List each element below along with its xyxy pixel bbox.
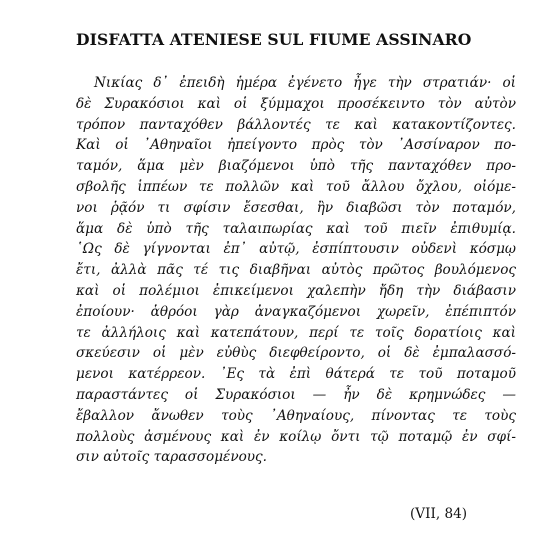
source-citation: (VII, 84)	[410, 506, 468, 522]
text-line: ἔτι, ἀλλὰ πᾶς τέ τις διαβῆναι αὐτὸς πρῶτος βουλόμενος	[76, 262, 516, 279]
text-line: καὶ οἱ πολέμιοι ἐπικείμενοι χαλεπὴν ἤδη τὴν διάβασιν	[76, 282, 516, 299]
text-line: σβολῆς ἱππέων τε πολλῶν καὶ τοῦ ἄλλου ὄχλου, οἰόμε-	[76, 178, 516, 195]
text-line: ἐποίουν· ἁθρόοι γὰρ ἀναγκαζόμενοι χωρεῖν, ἐπέπιπτόν	[76, 303, 516, 320]
text-line: μενοι κατέρρεον. ᾽Ες τὰ ἐπὶ θάτερά τε τοῦ ποταμοῦ	[76, 366, 516, 383]
text-line: ἔβαλλον ἄνωθεν τοὺς ᾽Αθηναίους, πίνοντας τε τοὺς	[76, 407, 516, 424]
text-line: Καὶ οἱ ᾽Αθηναῖοι ἠπείγοντο πρὸς τὸν ᾽Ασσίναρον πο-	[76, 137, 516, 154]
text-line: ἅμα δὲ ὑπὸ τῆς ταλαιπωρίας καὶ τοῦ πιεῖν ἐπιθυμίᾳ.	[76, 220, 516, 237]
text-line: Νικίας δ᾽ ἐπειδὴ ἡμέρα ἐγένετο ἦγε τὴν στρατιάν· οἱ	[94, 75, 516, 91]
text-line: νοι ῥᾷόν τι σφίσιν ἔσεσθαι, ἢν διαβῶσι τὸν ποταμόν,	[76, 199, 516, 216]
text-line: πολλοὺς ἀσμένους καὶ ἐν κοίλῳ ὄντι τῷ ποταμῷ ἐν σφί-	[76, 428, 516, 445]
text-line: δὲ Συρακόσιοι καὶ οἱ ξύμμαχοι προσέκειντο τὸν αὐτὸν	[76, 95, 516, 112]
text-line: ταμόν, ἅμα μὲν βιαζόμενοι ὑπὸ τῆς πανταχόθεν προ-	[76, 158, 516, 175]
text-line: σκεύεσιν οἱ μὲν εὐθὺς διεφθείροντο, οἱ δὲ ἐμπαλασσό-	[76, 345, 516, 362]
text-line: τρόπον πανταχόθεν βάλλοντές τε καὶ κατακοντίζοντες.	[76, 116, 516, 133]
text-line: παραστάντες οἱ Συρακόσιοι — ἦν δὲ κρημνώδες —	[76, 386, 516, 403]
greek-passage	[76, 73, 516, 468]
text-line: τε ἀλλήλοις καὶ κατεπάτουν, περί τε τοῖς δορατίοις καὶ	[76, 324, 516, 341]
text-line: σιν αὐτοῖς ταρασσομένους.	[76, 449, 267, 466]
document-title: DISFATTA ATENIESE SUL FIUME ASSINARO	[76, 30, 472, 49]
text-line: ῾Ως δὲ γίγνονται ἐπ᾽ αὐτῷ, ἐσπίπτουσιν οὐδενὶ κόσμῳ	[76, 241, 516, 258]
